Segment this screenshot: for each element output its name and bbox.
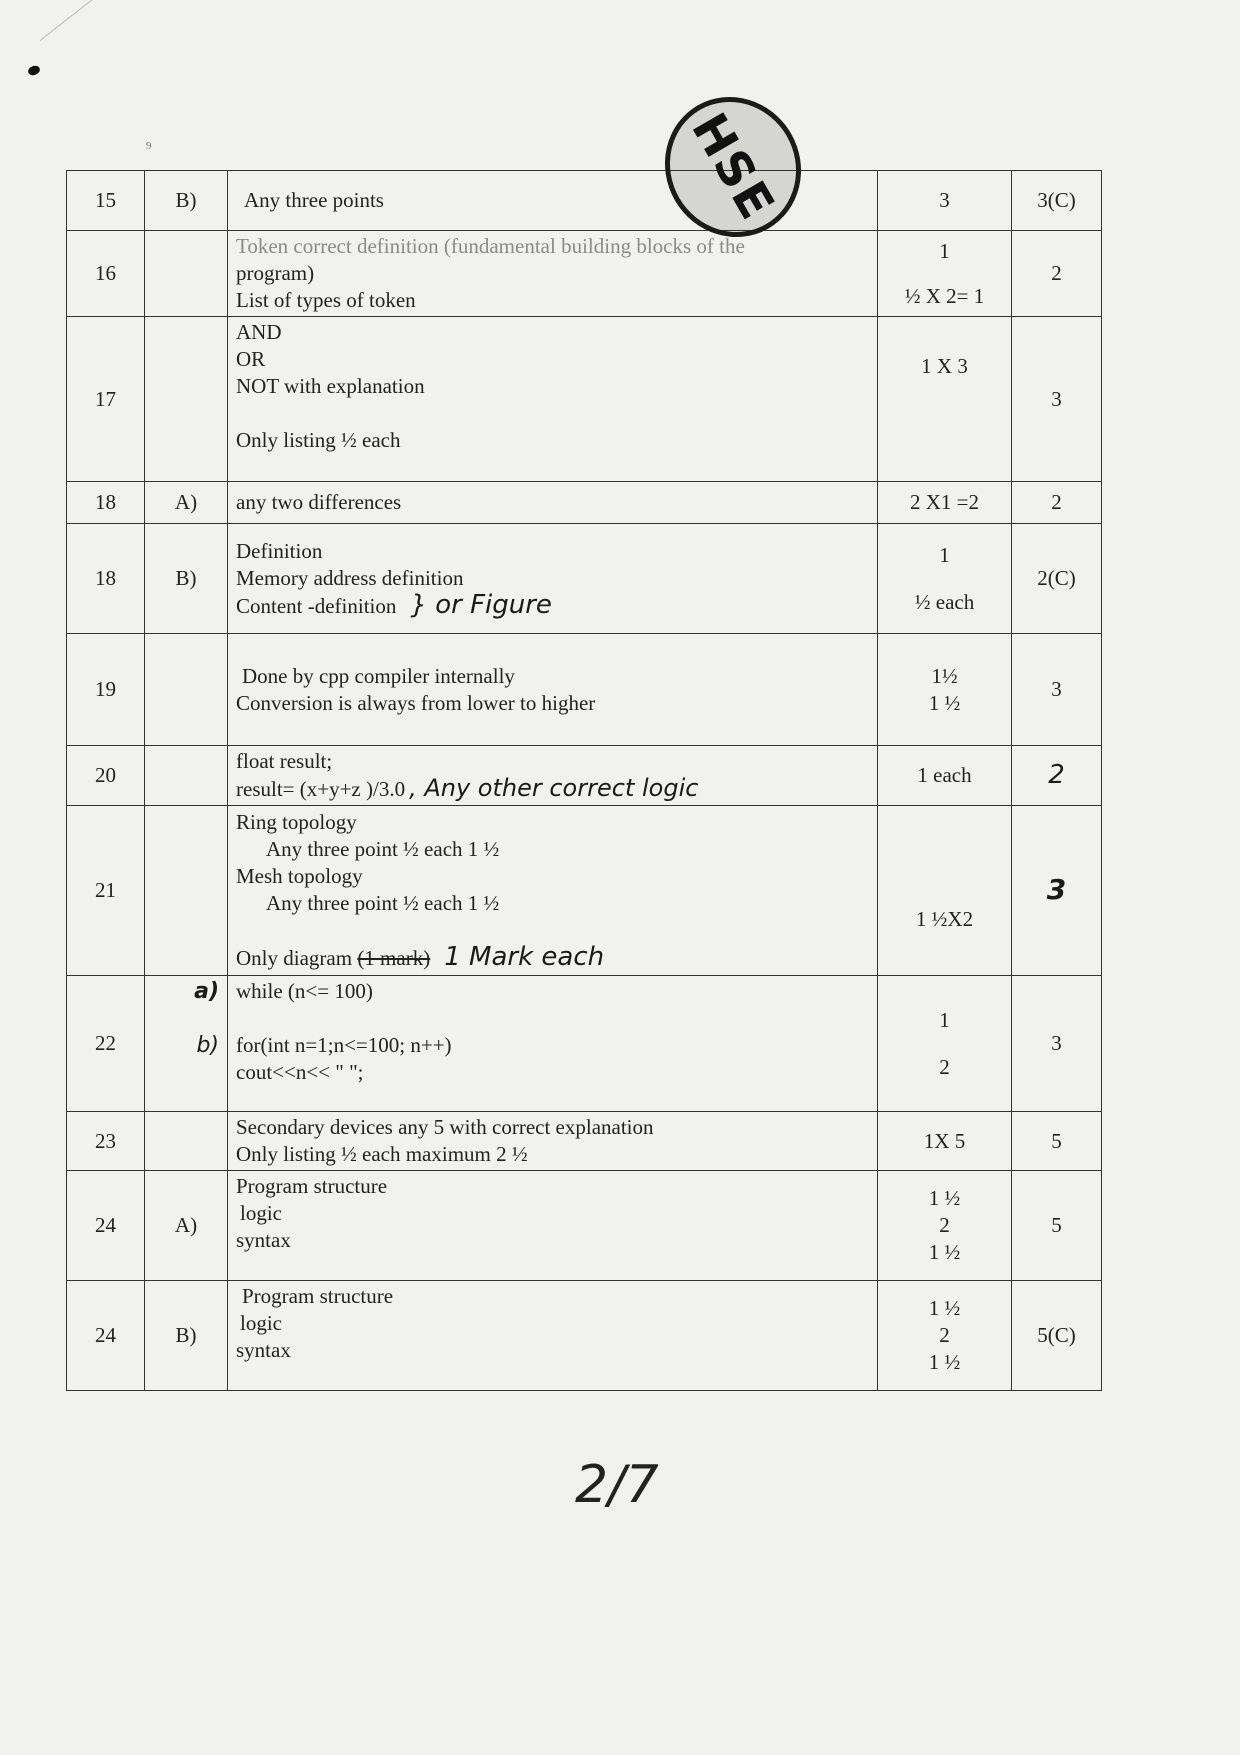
question-part <box>145 746 228 806</box>
alloc-line: 2 X1 =2 <box>909 490 979 514</box>
mark-allocation <box>878 231 1012 317</box>
question-number: 24 <box>67 1281 145 1391</box>
alloc-line: 1 <box>939 542 950 567</box>
answer-line: Any three points <box>244 188 384 212</box>
alloc-line: ½ X 2= 1 <box>904 283 985 308</box>
alloc-line: 1 each <box>917 763 972 787</box>
alloc-line: 2 <box>939 1323 950 1347</box>
pencil-scratch <box>40 0 127 41</box>
question-number: 17 <box>67 317 145 482</box>
alloc-line: 1 ½X2 <box>915 907 974 931</box>
mark-allocation <box>878 171 1012 231</box>
table-row <box>67 1171 1102 1281</box>
mark-allocation <box>878 634 1012 746</box>
alloc-line: 1X 5 <box>923 1128 966 1153</box>
answer-line: Token correct definition (fundamental building blocks of the <box>236 234 745 258</box>
alloc-line: 1 ½ <box>928 1186 961 1210</box>
mark-allocation <box>878 976 1012 1112</box>
alloc-line: 3 <box>939 188 950 212</box>
question-part: B) <box>145 524 228 634</box>
answer-line: List of types of token <box>236 288 416 312</box>
table-row <box>67 317 1102 482</box>
mark-allocation <box>878 482 1012 524</box>
answer-line: logic <box>240 1311 282 1335</box>
table-row <box>67 976 1102 1112</box>
alloc-line: 1 ½ <box>928 1350 961 1374</box>
answer-line: while (n<= 100) <box>236 979 373 1003</box>
total-marks: 3(C) <box>1012 171 1102 231</box>
alloc-line: 1½ <box>931 663 958 688</box>
answer-line: cout<<n<< " "; <box>236 1060 364 1084</box>
total-marks <box>1012 746 1102 806</box>
table-row <box>67 746 1102 806</box>
question-part <box>145 806 228 976</box>
alloc-line: 1 <box>939 238 950 263</box>
question-number: 22 <box>67 976 145 1112</box>
answer-line <box>236 944 869 972</box>
mark-allocation <box>878 806 1012 976</box>
question-number: 18 <box>67 482 145 524</box>
answer-description <box>228 524 878 634</box>
alloc-line: 1 <box>939 1007 950 1032</box>
mark-allocation <box>878 1281 1012 1391</box>
answer-line <box>236 589 869 620</box>
answer-line: Memory address definition <box>236 565 464 590</box>
answer-line: Definition <box>236 538 323 563</box>
part-a-label: a) <box>194 979 219 1004</box>
total-marks: 5 <box>1012 1171 1102 1281</box>
question-part: A) <box>145 1171 228 1281</box>
answer-line <box>236 775 869 803</box>
mark-allocation <box>878 1112 1012 1171</box>
total-marks: 2(C) <box>1012 524 1102 634</box>
stamp-text: HSE <box>680 103 786 231</box>
handwritten-note: } or Figure <box>410 589 552 620</box>
question-part <box>145 1112 228 1171</box>
answer-text: Content -definition <box>236 593 397 618</box>
total-marks: 3 <box>1012 976 1102 1112</box>
answer-description <box>228 1281 878 1391</box>
handwritten-total: 3 <box>1046 872 1067 906</box>
handwritten-note: , Any other correct logic <box>409 774 699 802</box>
question-number: 19 <box>67 634 145 746</box>
answer-line: syntax <box>236 1338 291 1362</box>
corner-mark: 9 <box>146 140 152 152</box>
question-number: 15 <box>67 171 145 231</box>
mark-allocation <box>878 317 1012 482</box>
answer-description <box>228 317 878 482</box>
question-part: B) <box>145 1281 228 1391</box>
table-row <box>67 171 1102 231</box>
question-number: 16 <box>67 231 145 317</box>
answer-description <box>228 482 878 524</box>
marking-scheme-table <box>66 170 1102 1391</box>
question-part: A) <box>145 482 228 524</box>
answer-description <box>228 634 878 746</box>
answer-line: Program structure <box>242 1284 394 1308</box>
answer-text: Only diagram <box>236 946 353 970</box>
table-row <box>67 231 1102 317</box>
handwritten-total: 2 <box>1048 759 1065 790</box>
question-part <box>145 231 228 317</box>
question-number: 21 <box>67 806 145 976</box>
question-number: 18 <box>67 524 145 634</box>
answer-line: Ring topology <box>236 810 357 834</box>
answer-line: Mesh topology <box>236 864 363 888</box>
answer-line: Any three point ½ each 1 ½ <box>266 891 500 915</box>
alloc-line: 2 <box>939 1213 950 1237</box>
answer-line: float result; <box>236 749 333 773</box>
total-marks: 3 <box>1012 634 1102 746</box>
answer-line: for(int n=1;n<=100; n++) <box>236 1033 452 1057</box>
answer-description <box>228 976 878 1112</box>
answer-description <box>228 806 878 976</box>
alloc-line: 1 ½ <box>928 1240 961 1264</box>
answer-description <box>228 231 878 317</box>
answer-line: Only listing ½ each maximum 2 ½ <box>236 1142 528 1166</box>
answer-line: syntax <box>236 1228 291 1252</box>
question-number: 23 <box>67 1112 145 1171</box>
total-marks: 3 <box>1012 317 1102 482</box>
answer-line: NOT with explanation <box>236 374 425 398</box>
alloc-line: 1 X 3 <box>921 354 968 378</box>
answer-description <box>228 1112 878 1171</box>
answer-line: Any three point ½ each 1 ½ <box>266 837 500 861</box>
alloc-line: 2 <box>939 1054 950 1079</box>
question-part: B) <box>145 171 228 231</box>
answer-line: logic <box>240 1201 282 1225</box>
answer-line: OR <box>236 347 266 371</box>
answer-line: program) <box>236 261 315 285</box>
table-row <box>67 634 1102 746</box>
answer-line: any two differences <box>236 490 402 514</box>
answer-description <box>228 1171 878 1281</box>
question-number: 24 <box>67 1171 145 1281</box>
answer-line: Program structure <box>236 1174 388 1198</box>
question-part <box>145 634 228 746</box>
alloc-line: 1 ½ <box>928 690 961 715</box>
table-row <box>67 1281 1102 1391</box>
question-part <box>145 317 228 482</box>
part-b-label: b) <box>196 1033 219 1058</box>
page-number: 2/7 <box>575 1455 659 1515</box>
ink-dot <box>27 64 41 77</box>
alloc-line: 1 ½ <box>928 1296 961 1320</box>
handwritten-note: 1 Mark each <box>444 942 605 972</box>
table-row <box>67 482 1102 524</box>
answer-line: Secondary devices any 5 with correct explanation <box>236 1115 654 1139</box>
total-marks <box>1012 806 1102 976</box>
mark-allocation <box>878 746 1012 806</box>
answer-line: AND <box>236 320 282 344</box>
answer-text: result= (x+y+z )/3.0 <box>236 777 406 801</box>
alloc-line: ½ each <box>914 589 975 614</box>
total-marks: 5(C) <box>1012 1281 1102 1391</box>
total-marks: 2 <box>1012 231 1102 317</box>
answer-line: Only listing ½ each <box>236 428 401 452</box>
total-marks: 2 <box>1012 482 1102 524</box>
question-part <box>145 976 228 1112</box>
struck-text: (1 mark) <box>357 946 431 970</box>
answer-description <box>228 746 878 806</box>
answer-line: Conversion is always from lower to higher <box>236 690 596 715</box>
mark-allocation <box>878 1171 1012 1281</box>
answer-line: Done by cpp compiler internally <box>242 663 515 688</box>
mark-allocation <box>878 524 1012 634</box>
total-marks: 5 <box>1012 1112 1102 1171</box>
table-row <box>67 524 1102 634</box>
table-row <box>67 1112 1102 1171</box>
table-row <box>67 806 1102 976</box>
question-number: 20 <box>67 746 145 806</box>
